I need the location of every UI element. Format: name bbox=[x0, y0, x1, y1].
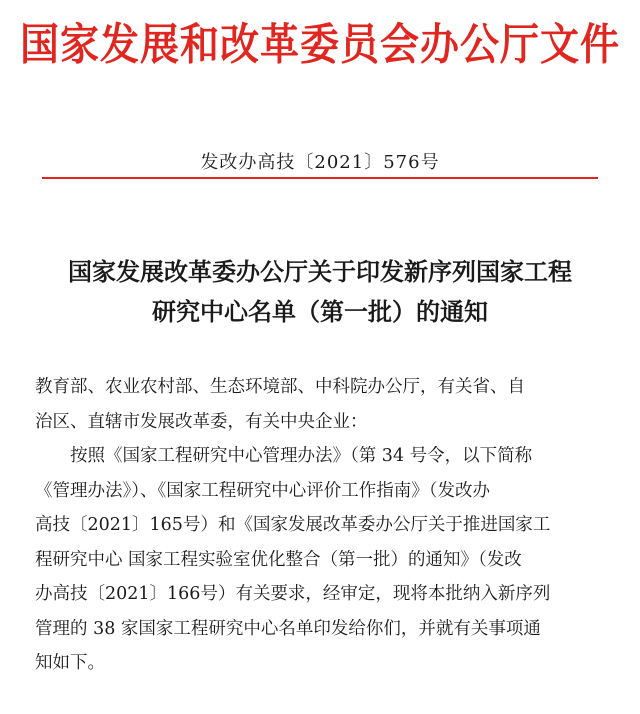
document-number: 发改办高技〔2021〕576号 bbox=[200, 152, 440, 173]
paragraph-line-6: 管理的 38 家国家工程研究中心名单印发给你们，并就有关事项通 bbox=[35, 618, 541, 639]
issuing-office-header: 国家发展和改革委员会办公厅文件 bbox=[19, 20, 620, 71]
recipients-line-2: 治区、直辖市发展改革委，有关中央企业： bbox=[35, 411, 368, 432]
title-line-1: 国家发展改革委办公厅关于印发新序列国家工程 bbox=[68, 258, 572, 286]
red-divider-line bbox=[42, 177, 598, 179]
recipients-paragraph bbox=[35, 370, 610, 439]
title-line-2: 研究中心名单（第一批）的通知 bbox=[152, 298, 488, 326]
paragraph-line-3: 高技〔2021〕165号）和《国家发展改革委办公厅关于推进国家工 bbox=[35, 515, 551, 535]
paragraph-line-7: 知如下。 bbox=[35, 653, 105, 673]
document-body bbox=[35, 370, 610, 681]
paragraph-line-1: 按照《国家工程研究中心管理办法》（第 34 号令，以下简称 bbox=[70, 446, 533, 466]
recipients-line-1: 教育部、农业农村部、生态环境部、中科院办公厅，有关省、自 bbox=[35, 377, 525, 397]
paragraph-line-2: 《管理办法》）、《国家工程研究中心评价工作指南》（发改办 bbox=[35, 480, 490, 501]
main-paragraph bbox=[35, 439, 610, 681]
document-title bbox=[30, 252, 610, 332]
paragraph-line-4: 程研究中心 国家工程实验室优化整合（第一批）的通知》（发改 bbox=[35, 549, 522, 570]
paragraph-line-5: 办高技〔2021〕166号）有关要求，经审定，现将本批纳入新序列 bbox=[35, 584, 551, 604]
